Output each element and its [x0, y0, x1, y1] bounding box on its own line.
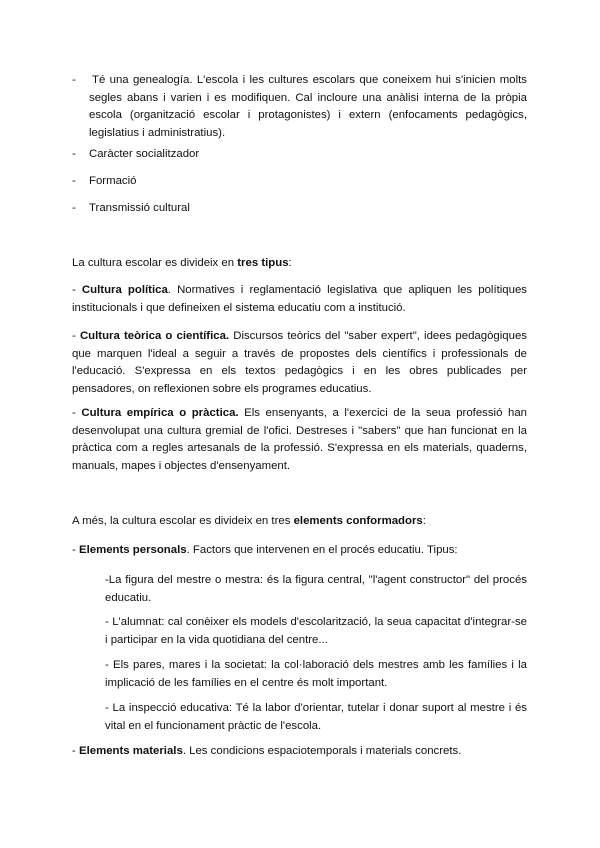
- list-dash: -: [72, 202, 76, 214]
- list-item-text: Caràcter socialitzador: [89, 148, 200, 160]
- sub-item-pares: - Els pares, mares i la societat: la col·laboració dels mestres amb les famílies i la implicació de les famílies en el centre és molt important.: [105, 659, 527, 689]
- elements-personals: - Elements personals. Factors que intervenen en el procés educatiu. Tipus:: [72, 544, 458, 556]
- types-intro: La cultura escolar es divideix en tres tipus:: [72, 257, 292, 269]
- list-item: [72, 173, 527, 191]
- type-paragraph-teorica: - Cultura teòrica o científica. Discursos teòrics del "saber expert", idees pedagògiques que marquen l'ideal a seguir a través de propostes dels científics i professionals de l'educació. S'expressa en els textos pedagògics i en les obres publicades per pensadores, on reflexionen sobre els programes educatius.: [72, 330, 527, 395]
- types-intro-bold: tres tipus: [237, 257, 289, 269]
- type-paragraph-politica: - Cultura política. Normatives i reglamentació legislativa que apliquen les polítiques institucionals i que defineixen el sistema educatiu com a institució.: [72, 284, 528, 314]
- element-title: Elements personals: [78, 544, 187, 556]
- list-item-text: Formació: [89, 175, 137, 187]
- list-dash: -: [72, 74, 76, 86]
- list-item-text: Transmissió cultural: [89, 202, 190, 214]
- list-item-text: Té una genealogía. L'escola i les cultures escolars que coneixem hui s'inicien molts segles abans i varien i es modifiquen. Cal incloure una anàlisi interna de la pròpia escola (organització escolar i protagonistes) i extern (enfocaments pedagògics, legislatius i administratius).: [89, 74, 527, 139]
- list-dash: -: [72, 175, 76, 187]
- element-title: Elements materials: [78, 745, 183, 757]
- sub-item-alumnat: - L'alumnat: cal conèixer els models d'escolarització, la seua capacitat d'integrar-se i participar en la vida quotidiana del centre...: [105, 616, 527, 646]
- list-item: [72, 200, 527, 218]
- elements-intro-bold: elements conformadors: [293, 515, 423, 527]
- type-title: Cultura empírica o pràctica.: [81, 407, 239, 419]
- sub-item-mestre: -La figura del mestre o mestra: és la figura central, "l'agent constructor" del procés educatiu.: [105, 574, 527, 604]
- elements-materials: - Elements materials. Les condicions espaciotemporals i materials concrets.: [72, 745, 462, 757]
- type-title: Cultura teòrica o científica.: [79, 330, 230, 342]
- elements-intro: A més, la cultura escolar es divideix en tres elements conformadors:: [72, 515, 426, 527]
- type-paragraph-empirica: - Cultura empírica o pràctica. Els ensenyants, a l'exercici de la seua professió han desenvolupat una cultura gremial de l'ofici. Destreses i "sabers" que han funcionat en la pràctica com a regles artesanals de la professió. S'expressa en els materials, quaderns, manuals, mapes i objectes d'ensenyament.: [72, 407, 527, 472]
- list-dash: -: [72, 148, 76, 160]
- type-title: Cultura política: [81, 284, 168, 296]
- list-item: [72, 146, 527, 164]
- sub-item-inspeccio: - La inspecció educativa: Té la labor d'orientar, tutelar i donar suport al mestre i és vital en el funcionament pràctic de l'escola.: [105, 702, 527, 732]
- list-item: [72, 72, 527, 142]
